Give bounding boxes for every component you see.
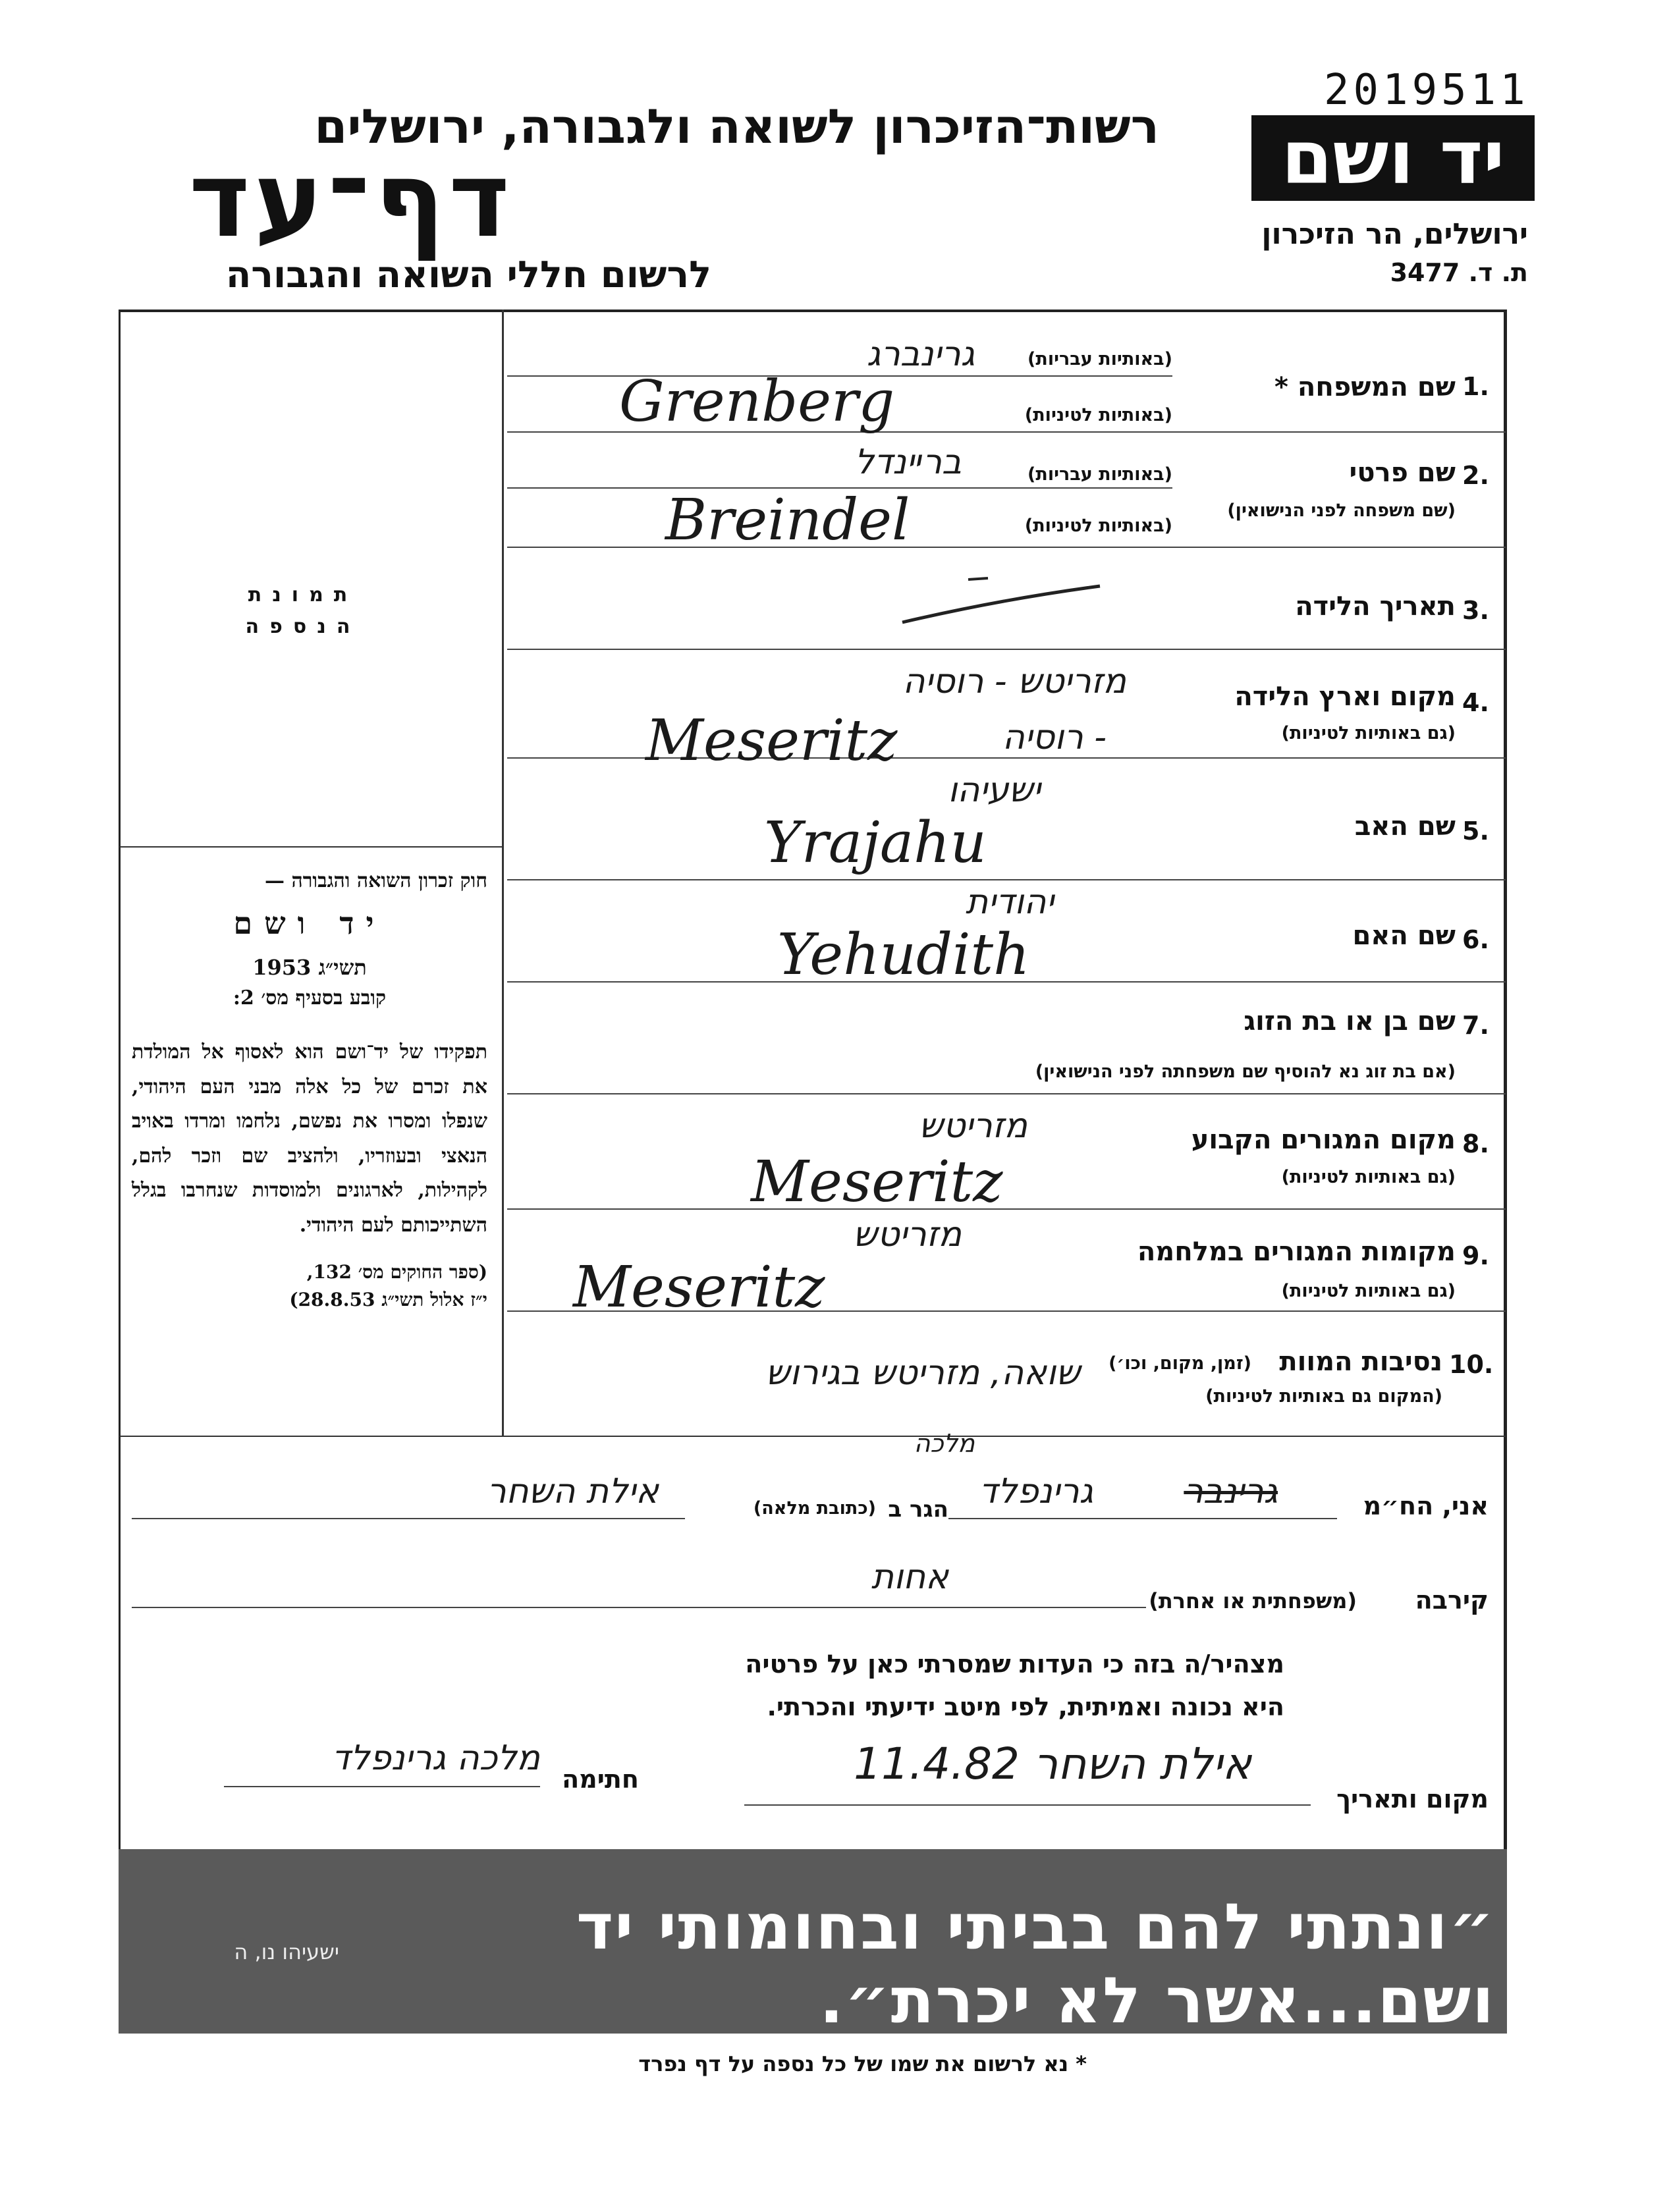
field1-hint-latin: (באותיות לטיניות) <box>1024 405 1172 425</box>
statement-line-1: מצהיר/ה בזה כי העדות שמסרתי כאן על פרטיה <box>745 1650 1284 1679</box>
place-date-label: מקום ותאריך <box>1336 1785 1489 1814</box>
field5-value-latin: Yrajahu <box>764 810 987 876</box>
photo-label-line1: תמונת <box>248 583 358 607</box>
row-separator-3 <box>507 649 1506 650</box>
left-column-divider <box>120 846 502 848</box>
signature-label: חתימה <box>562 1765 639 1794</box>
field9-number: 9. <box>1462 1241 1489 1270</box>
field7-sublabel: (אם בת זוג נא להוסיף שם משפחתה לפני הנישואין) <box>1035 1062 1456 1082</box>
declarant-name-line <box>948 1518 1337 1519</box>
field9-label: מקומות המגורים במלחמה <box>1137 1237 1456 1267</box>
field7-number: 7. <box>1462 1011 1489 1040</box>
field1-hint-hebrew: (באותיות עבריות) <box>1027 349 1172 369</box>
address-hint: (כתובת מלאה) <box>753 1498 876 1519</box>
field1-label: שם המשפחה * <box>1274 372 1456 402</box>
logo-pobox: ת. ד. 3477 <box>1390 258 1528 287</box>
field4-number: 4. <box>1462 688 1489 717</box>
field10-value-hebrew: שואה, מזריטש בגירוש <box>765 1353 1080 1393</box>
relation-hint: (משפחתית או אחרת) <box>1149 1588 1357 1613</box>
banner-source: ישעיהו נו, ה <box>234 1939 339 1964</box>
field1-value-latin: Grenberg <box>619 369 895 435</box>
field8-number: 8. <box>1462 1129 1489 1158</box>
field2-number: 2. <box>1462 461 1489 490</box>
field4-value-hebrew: מזריטש - רוסיה <box>902 662 1126 701</box>
field8-value-latin: Meseritz <box>751 1149 1003 1215</box>
field2-hint-latin: (באותיות לטיניות) <box>1024 516 1172 536</box>
statement-line-2: היא נכונה ואמיתית, לפי מיטב ידיעתי והכרתי. <box>767 1692 1284 1721</box>
law-reference-2: י״ז אלול תשי״ג 28.8.53) <box>289 1289 487 1310</box>
field1-value-hebrew: גרינברג <box>866 335 975 374</box>
field6-value-hebrew: יהודית <box>966 882 1054 922</box>
law-clause: קובע בסעיף מס׳ 2: <box>233 986 387 1010</box>
column-divider <box>502 310 504 1436</box>
declarant-name-struck: גרינבר <box>1184 1472 1278 1511</box>
field8-value-hebrew: מזריטש <box>919 1106 1027 1146</box>
field6-number: 6. <box>1462 925 1489 954</box>
field10-sublabel: (המקום גם באותיות לטיניות) <box>1205 1386 1442 1407</box>
banner-quote: ״ונתתי להם בביתי ובחומותי יד ושם...אשר לא יכרת״. <box>576 1890 1495 2037</box>
field9-value-hebrew: מזריטש <box>853 1215 962 1254</box>
field9-sublabel: (גם באותיות לטיניות) <box>1281 1281 1456 1301</box>
field3-label: תאריך הלידה <box>1295 591 1456 622</box>
section-divider <box>120 1436 1506 1437</box>
row-separator-2 <box>507 547 1506 548</box>
document-number: 2019511 <box>1324 66 1529 115</box>
law-year: תשי״ג 1953 <box>252 955 367 980</box>
relation-value: אחות <box>871 1557 948 1597</box>
field4-label: מקום וארץ הלידה <box>1234 682 1456 712</box>
relation-line <box>132 1607 1146 1608</box>
law-reference-1: (ספר החוקים מס׳ 132, <box>306 1261 487 1283</box>
law-body: תפקידו של יד־ושם הוא לאסוף אל המולדת את זכרם של כל אלה מבני העם היהודי, שנפלו ומסרו את נפשם, נלחמו ומרדו באויב הנאצי ובעוזריו, ולהציב שם וזכר להם, לקהילות, לארגונים ולמוסדות שנחרבו בגלל השתייכותם לעם היהודי. <box>132 1040 487 1237</box>
organization-name: רשות־הזיכרון לשואה ולגבורה, ירושלים <box>314 99 1159 154</box>
field2-value-latin: Breindel <box>665 487 910 553</box>
law-name: יד ושם <box>233 905 386 941</box>
address-line <box>132 1518 685 1519</box>
field9-value-latin: Meseritz <box>573 1254 825 1320</box>
field4-value-latin: Meseritz <box>645 708 898 774</box>
field5-label: שם האב <box>1354 811 1456 842</box>
field6-label: שם האם <box>1352 921 1456 951</box>
relation-label: קירבה <box>1415 1586 1489 1615</box>
signature-line <box>224 1786 540 1787</box>
field1-number: 1. <box>1462 372 1489 401</box>
place-date-line <box>744 1804 1311 1806</box>
field8-label: מקום המגורים הקבוע <box>1191 1125 1456 1155</box>
yad-vashem-logo: יד ושם <box>1251 115 1535 201</box>
photo-label-line2: הנספה <box>245 615 361 638</box>
field5-number: 5. <box>1462 817 1489 846</box>
field6-value-latin: Yehudith <box>777 922 1030 988</box>
declarant-label: אני, הח״מ <box>1363 1492 1489 1521</box>
declarant-first-name: מלכה <box>914 1429 975 1458</box>
address-value: אילת השחר <box>487 1472 659 1511</box>
logo-address: ירושלים, הר הזיכרון <box>1261 217 1528 251</box>
field10-label: נסיבות המוות <box>1279 1347 1442 1377</box>
law-excerpt <box>132 866 487 1314</box>
place-date-value: אילת השחר 11.4.82 <box>854 1739 1251 1789</box>
field5-value-hebrew: ישעיהו <box>948 770 1041 810</box>
field4-value-latin-country: - רוסיה <box>1002 718 1107 757</box>
law-title: חוק זכרון השואה והגבורה — <box>265 869 487 892</box>
row-separator-7 <box>507 1093 1506 1094</box>
field8-sublabel: (גם באותיות לטיניות) <box>1281 1167 1456 1187</box>
field2-hint-hebrew: (באותיות עבריות) <box>1027 464 1172 485</box>
footnote: * נא לרשום את שמו של כל נספה על דף נפרד <box>638 2051 1087 2076</box>
signature-value: מלכה גרינפלד <box>331 1739 540 1778</box>
declarant-name: גרינפלד <box>979 1472 1093 1511</box>
resides-label: הגר ב <box>888 1496 948 1523</box>
field2-value-hebrew: ברײנדל <box>854 443 962 482</box>
field10-number: 10. <box>1449 1350 1494 1379</box>
row-separator-5 <box>507 879 1506 880</box>
form-subtitle: לרשום חללי השואה והגבורה <box>225 254 711 296</box>
form-title: דף־עד <box>188 140 514 261</box>
field3-dash-mark <box>896 566 1107 632</box>
photo-placeholder <box>198 580 408 643</box>
field3-number: 3. <box>1462 596 1489 625</box>
field2-sublabel: (שם משפחה לפני הנישואין) <box>1227 500 1456 521</box>
field4-sublabel: (גם באותיות לטיניות) <box>1281 723 1456 743</box>
field2-label: שם פרטי <box>1349 458 1456 488</box>
field10-label-extra: (זמן, מקום, וכו׳) <box>1108 1353 1251 1374</box>
field7-label: שם בן או בת הזוג <box>1244 1006 1456 1037</box>
